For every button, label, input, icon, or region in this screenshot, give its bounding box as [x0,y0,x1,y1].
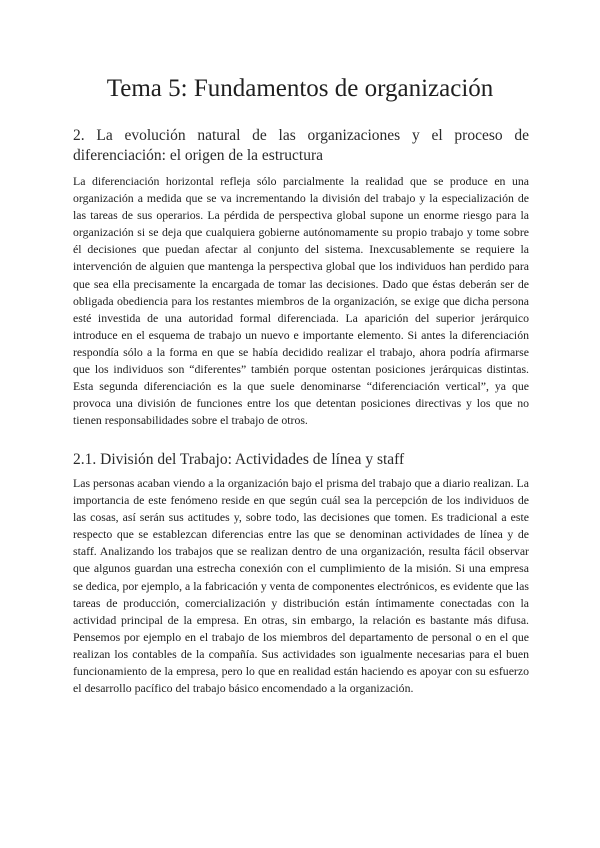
section-heading-2-1: 2.1. División del Trabajo: Actividades de línea y staff [73,451,405,468]
section-2-1-paragraph: Las personas acaban viendo a la organización bajo el prisma del trabajo que a diario realizan. La importancia de este fenómeno reside en que según cuál sea la percepción de los individuos de las cosas, así serán sus actitudes y, sobre todo, las decisiones que tomen. Es tradicional a este respecto que se establezcan diferencias entre las que se denominan actividades de línea y de staff. Analizando los trabajos que se realizan dentro de una organización, resulta fácil observar que algunos guardan una estrecha conexión con el cumplimiento de la misión. Si una empresa se dedica, por ejemplo, a la fabricación y venta de componentes electrónicos, es evidente que las tareas de producción, comercialización y distribución están íntimamente conectadas con la actividad principal de la empresa. En otras, sin embargo, la relación es bastante más difusa. Pensemos por ejemplo en el trabajo de los miembros del departamento de personal o en el que realizan los contables de la compañía. Sus actividades son igualmente necesarias para el buen funcionamiento de la empresa, pero lo que en realidad están haciendo es apoyar con su esfuerzo el desarrollo pacífico del trabajo básico encomendado a la organización. [73,476,529,696]
section-2-paragraph: La diferenciación horizontal refleja sólo parcialmente la realidad que se produce en una organización a medida que se va incrementando la división del trabajo y la especialización de las tareas de sus operarios. La pérdida de perspectiva global supone un enorme riesgo para la organización si se deja que cualquiera gobierne autónomamente su propio trabajo y tome sobre él decisiones que puedan afectar al conjunto del sistema. Inexcusablemente se requiere la intervención de alguien que mantenga la perspectiva global que los individuos han perdido para que sea ella precisamente la encargada de tomar las decisiones. Dado que éstas deberán ser de obligada obediencia para los restantes miembros de la organización, se exige que dicha persona esté investida de una autoridad formal diferenciada. La aparición del superior jerárquico introduce en el esquema de trabajo un nuevo e importante elemento. Si antes la diferenciación respondía sólo a la forma en que se había decidido realizar el trabajo, ahora podría afirmarse que los individuos son “diferentes” también porque ostentan posiciones jerárquicas distintas. Esta segunda diferenciación es la que suele denominarse “diferenciación vertical”, ya que provoca una división de funciones entre los que detentan posiciones directivas y los que no tienen responsabilidades sobre el trabajo de otros. [73,174,529,428]
page-title: Tema 5: Fundamentos de organización [106,75,494,102]
section-heading-2: 2. La evolución natural de las organizaciones y el proceso de diferenciación: el origen de la estructura [73,127,529,164]
